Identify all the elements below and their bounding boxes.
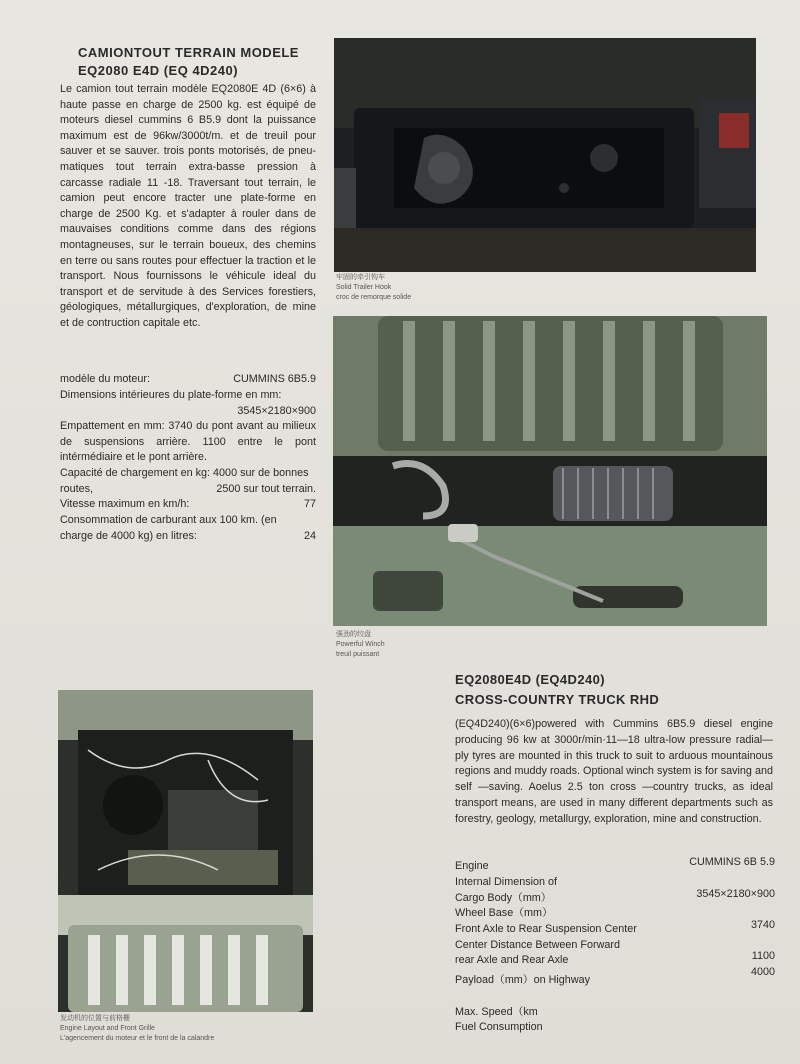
english-spec-payload [455,966,775,989]
spec-label: Wheel Base（mm） [455,907,553,919]
spec-value: CUMMINS 6B5.9 [233,373,316,385]
spec-value: 4000 [750,966,775,978]
spec-label: Internal Dimension of [455,876,558,888]
french-title-line-2: EQ2080 E4D (EQ 4D240) [78,63,239,78]
trailer-hook-caption [336,273,411,303]
caption-cn: 强劲的绞盘 [336,631,371,638]
spec-value: 3545×2180×900 [237,404,316,417]
spec-label: Engine [455,860,489,872]
spec-value: 1100 [751,950,775,962]
caption-en: Powerful Winch [336,641,385,648]
caption-fr: treuil puissant [336,651,380,658]
french-title-line-1: CAMIONTOUT TERRAIN MODELE [78,45,299,60]
english-title-line-1: EQ2080E4D (EQ4D240) [455,672,605,687]
french-spec-engine [60,372,316,388]
engine-photo [58,690,313,1012]
caption-cn: 发动机的位置与前格栅 [60,1015,130,1022]
spec-label: Vitesse maximum en km/h: [60,498,190,510]
french-spec-fuel [60,513,316,544]
english-title-line-2: CROSS-COUNTRY TRUCK RHD [455,692,660,707]
english-title [455,670,659,710]
spec-label: Front Axle to Rear Suspension Center [455,923,637,935]
trailer-hook-photo [334,38,756,272]
spec-label: Cargo Body（mm） [455,892,552,904]
english-spec-rear-axle [455,950,775,969]
spec-label: Payload（mm）on Highway [455,974,591,986]
french-spec-speed [60,497,316,513]
caption-cn: 牢固的牵引钩车 [336,274,385,281]
spec-label: Capacité de chargement en kg: 4000 sur de bonnes routes, [60,467,309,495]
spec-value: 3545×2180×900 [696,888,775,900]
spec-label: rear Axle and Rear Axle [455,954,569,966]
caption-fr: croc de remorque solide [336,294,412,301]
english-spec-engine [455,856,775,875]
spec-label: modèle du moteur: [60,373,151,385]
french-spec-payload [60,466,316,497]
caption-en: Solid Trailer Hook [336,284,392,291]
french-spec-wheelbase: Empattement en mm: 3740 du pont avant au milieux de suspensions arrière. 1100 entre le pont intérmédiaire et le pont arrière. [60,420,316,464]
spec-value: 3740 [750,919,775,931]
english-spec-front-axle [455,919,775,938]
caption-en: Engine Layout and Front Grille [60,1025,155,1032]
english-spec-center-distance [455,938,775,954]
spec-label: Center Distance Between Forward [455,939,621,951]
spec-value: 2500 sur tout terrain. [216,482,316,495]
engine-caption [60,1014,214,1044]
spec-value: 77 [303,498,316,510]
english-spec-max-speed [455,1005,775,1021]
french-spec-dimensions [60,388,316,417]
english-spec-fuel [455,1020,775,1036]
english-description: (EQ4D240)(6×6)powered with Cummins 6B5.9 diesel engine producing 96 kw at 3000r/min·11—18 ultra-low pressure radial—ply tyres are mounted in this truck to suit to arduous mountainous regions and muddy roads. Optional winch system is for saving and self —saving. Aoelus 2.5 ton cross —country trucks, as ideal transport means, are used in many different departments such as forestry, geology, metallurgy, exploration, mine and construction. [455,718,773,825]
spec-label: Max. Speed（km [455,1006,538,1018]
spec-label: Dimensions intérieures du plate-forme en mm: [60,389,282,401]
english-spec-cargo-body [455,888,775,907]
french-description: Le camion tout terrain modèle EQ2080E 4D (6×6) à haute passe en charge de 2500 kg. est équipé de moteurs diesel cummins 6 B5.9 dont la puissance maximum est de 96kw/3000t/m. et de treuil pour sauver et se sauver. trois ponts motorisés, de pneu-matiques tout terrain extra-basse pression à carcasse radiale 11 -18. Traversant tout terrain, le camion peut encore tracter une plate-forme en charge de 2500 Kg. et s'adapter à rouler dans de mauvaises conditions comme dans des régions montagneuses, sur le terrain boueux, des chemins en terre ou sans routes pour effectuer la traction et le transport. Nous fournissons le véhicule ideal du transport et de servitude à des Services forestiers, géologiques, métallurgiques, d'exploration, de mine et de contruction capitale etc. [60,83,316,329]
english-spec-wheel-base [455,906,775,922]
winch-photo [333,316,767,626]
winch-caption [336,630,385,660]
spec-value: CUMMINS 6B 5.9 [689,856,775,868]
caption-fr: L'agencement du moteur et le front de la calandre [60,1035,215,1042]
spec-label: Fuel Consumption [455,1021,543,1033]
french-title [78,44,299,80]
spec-label: Consommation de carburant aux 100 km. (en charge de 4000 kg) en litres: [60,514,277,542]
spec-value: 24 [303,529,316,542]
